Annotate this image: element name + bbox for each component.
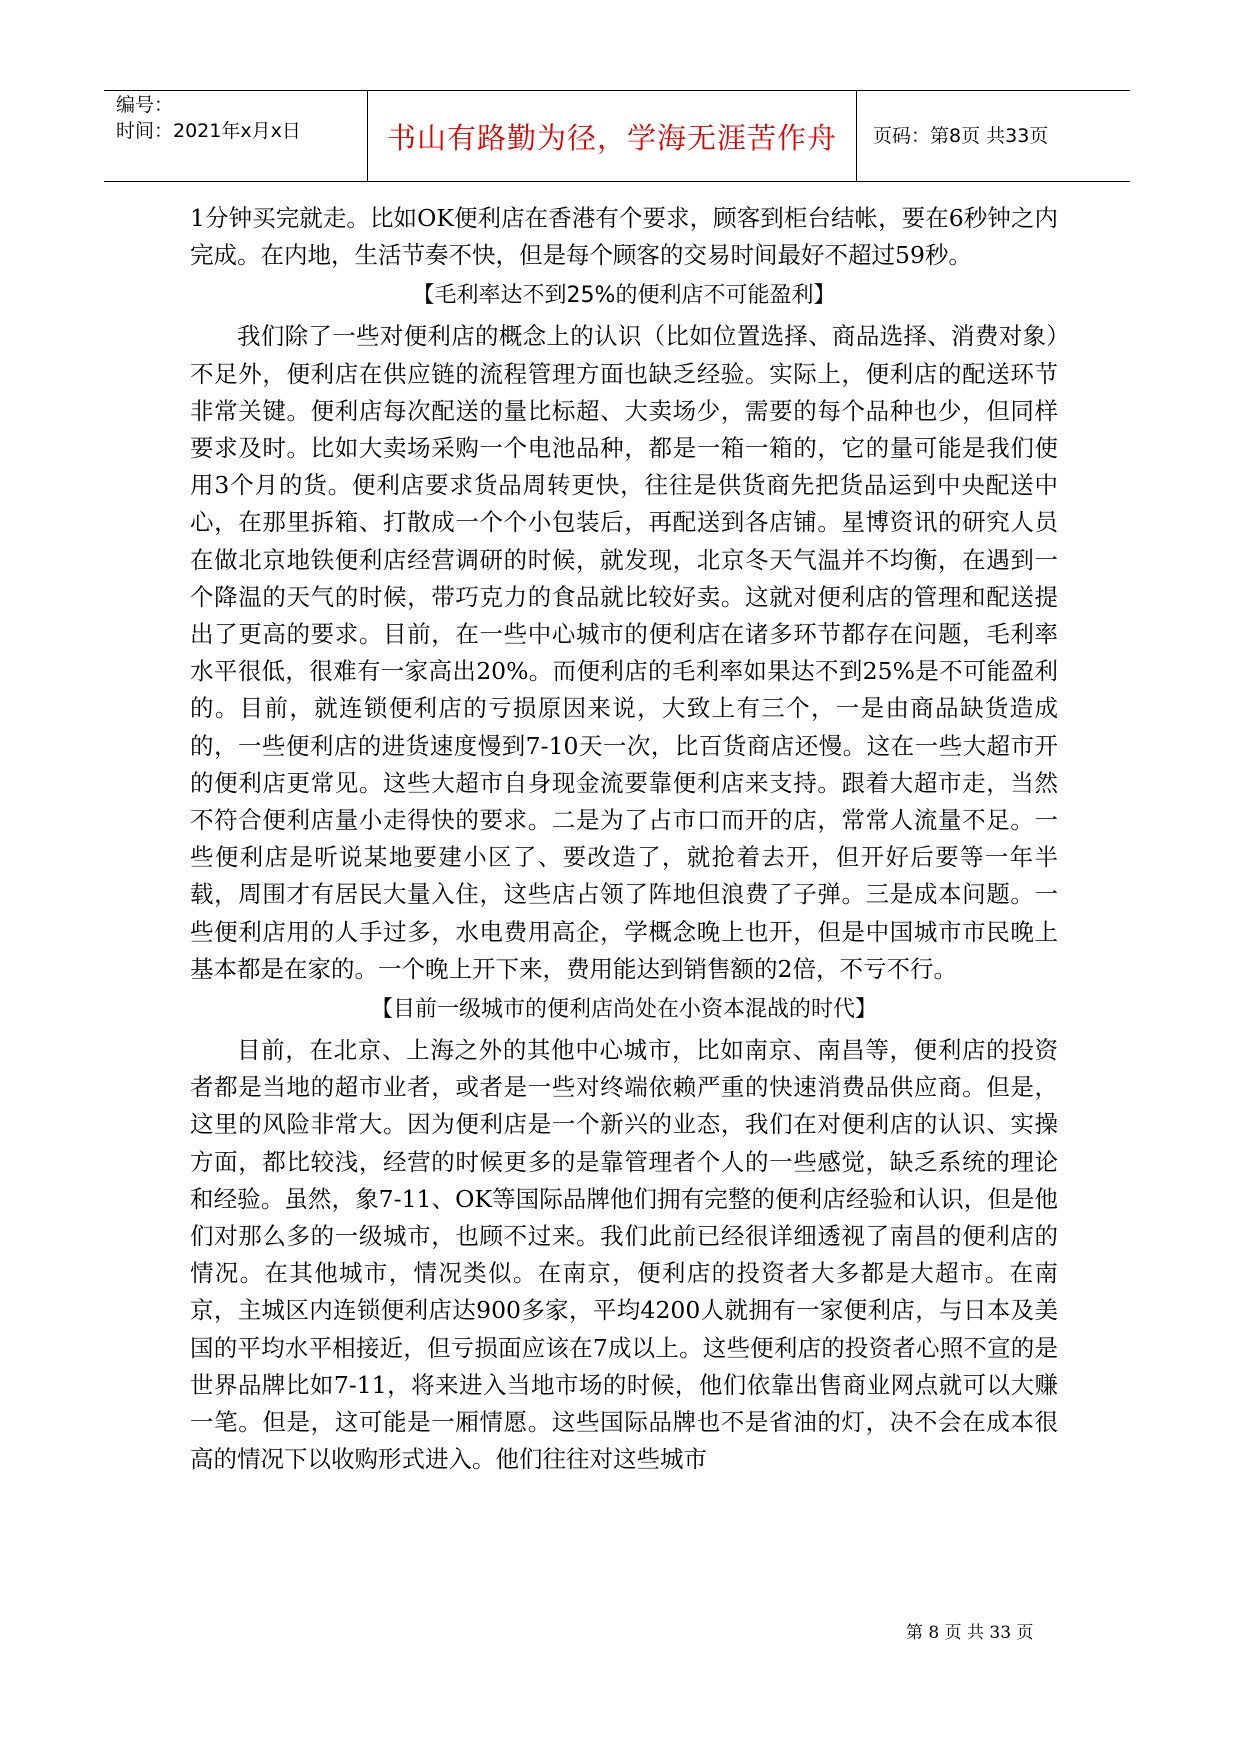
paragraph-supply-chain: 我们除了一些对便利店的概念上的认识（比如位置选择、商品选择、消费对象）不足外，便利店在供应链的流程管理方面也缺乏经验。实际上，便利店的配送环节非常关键。便利店每次配送的量比标超、大卖场少，需要的每个品种也少，但同样要求及时。比如大卖场采购一个电池品种，都是一箱一箱的，它的量可能是我们使用3个月的货。便利店要求货品周转更快，往往是供货商先把货品运到中央配送中心，在那里拆箱、打散成一个个小包装后，再配送到各店铺。星博资讯的研究人员在做北京地铁便利店经营调研的时候，就发现，北京冬天气温并不均衡，在遇到一个降温的天气的时候，带巧克力的食品就比较好卖。这就对便利店的管理和配送提出了更高的要求。目前，在一些中心城市的便利店在诸多环节都存在问题，毛利率水平很低，很难有一家高出20%。而便利店的毛利率如果达不到25%是不可能盈利的。目前，就连锁便利店的亏损原因来说，大致上有三个，一是由商品缺货造成的，一些便利店的进货速度慢到7-10天一次，比百货商店还慢。这在一些大超市开的便利店更常见。这些大超市自身现金流要靠便利店来支持。跟着大超市走，当然不符合便利店量小走得快的要求。二是为了占市口而开的店，常常人流量不足。一些便利店是听说某地要建小区了、要改造了，就抢着去开，但开好后要等一年半载，周围才有居民大量入住，这些店占领了阵地但浪费了子弹。三是成本问题。一些便利店用的人手过多，水电费用高企，学概念晚上也开，但是中国城市市民晚上基本都是在家的。一个晚上开下来，费用能达到销售额的2倍，不亏不行。 (190, 322, 1058, 983)
section-heading-first-tier-cities: 【目前一级城市的便利店尚处在小资本混战的时代】 (370, 997, 877, 1023)
header-page-label: 页码：第8页 共33页 (873, 125, 1049, 147)
page-footer-number: 第 8 页 共 33 页 (906, 1623, 1034, 1643)
page-header (104, 90, 1130, 182)
paragraph-first-tier-cities: 目前，在北京、上海之外的其他中心城市，比如南京、南昌等，便利店的投资者都是当地的超市业者，或者是一些对终端依赖严重的快速消费品供应商。但是，这里的风险非常大。因为便利店是一个新兴的业态，我们在对便利店的认识、实操方面，都比较浅，经营的时候更多的是靠管理者个人的一些感觉，缺乏系统的理论和经验。虽然，象7-11、OK等国际品牌他们拥有完整的便利店经验和认识，但是他们对那么多的一级城市，也顾不过来。我们此前已经很详细透视了南昌的便利店的情况。在其他城市，情况类似。在南京，便利店的投资者大多都是大超市。在南京，主城区内连锁便利店达900多家，平均4200人就拥有一家便利店，与日本及美国的平均水平相接近，但亏损面应该在7成以上。这些便利店的投资者心照不宣的是 世界品牌比如7-11，将来进入当地市场的时候，他们依靠出售商业网点就可以大赚一笔。但是，这可能是一厢情愿。这些国际品牌也不是省油的灯，决不会在成本很高的情况下以收购形式进入。他们往往对这些城市 (190, 1036, 1058, 1474)
paragraph-continued: 1分钟买完就走。比如OK便利店在香港有个要求，顾客到柜台结帐，要在6秒钟之内完成。在内地，生活节奏不快，但是每个顾客的交易时间最好不超过59秒。 (190, 204, 1058, 270)
section-heading-margin: 【毛利率达不到25%的便利店不可能盈利】 (412, 283, 836, 309)
body-content (190, 200, 1058, 1479)
document-time-label: 时间：2021年x月x日 (116, 120, 301, 142)
header-left-cell (104, 91, 368, 181)
document-number-label: 编号： (116, 94, 174, 116)
header-motto: 书山有路勤为径，学海无涯苦作舟 (386, 120, 837, 155)
header-motto-cell (368, 91, 857, 181)
header-page-cell (857, 91, 1130, 181)
